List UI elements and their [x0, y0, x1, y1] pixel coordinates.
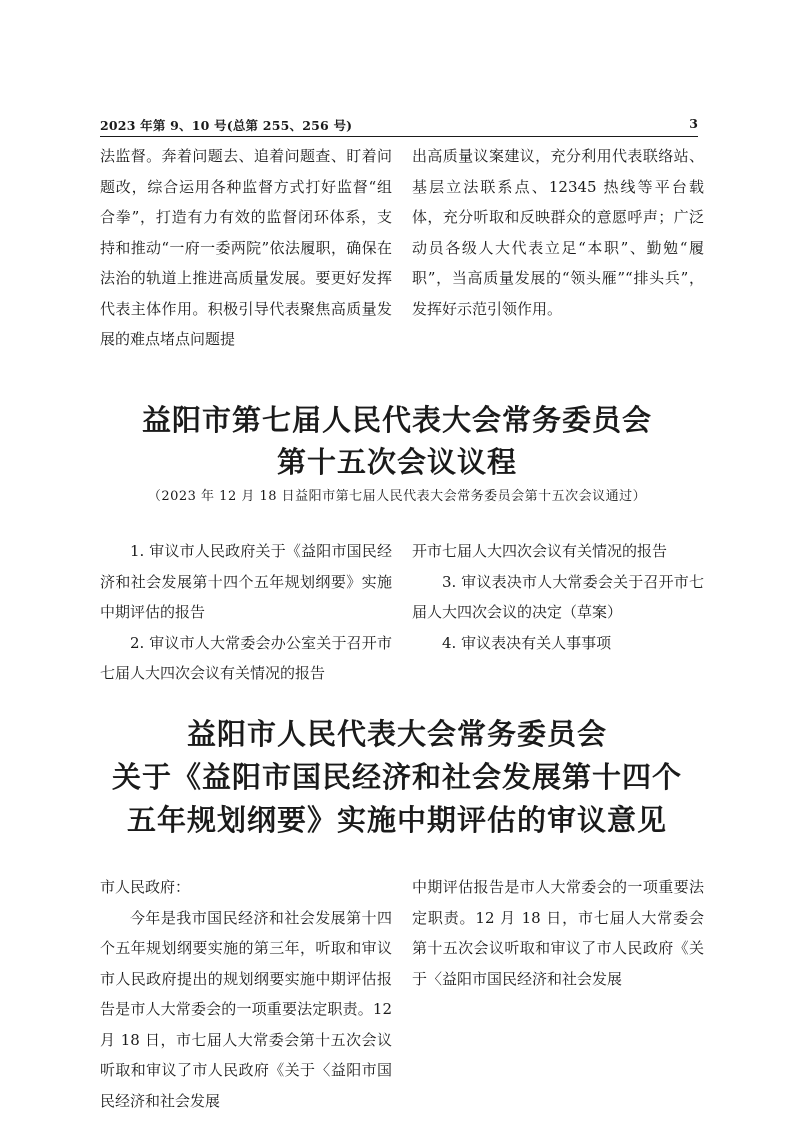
agenda-title-line1: 益阳市第七届人民代表大会常务委员会: [141, 403, 652, 437]
top-left-column: [100, 141, 392, 353]
agenda-item-2-continued: 开市七届人大四次会议有关情况的报告: [412, 542, 668, 560]
opinion-paragraph-1-continued: 中期评估报告是市人大常委会的一项重要法定职责。12 月 18 日，市七届人大常委会第十五次会议听取和审议了市人民政府《关于〈益阳市国民经济和社会发展: [412, 878, 704, 988]
agenda-item-1: 1. 审议市人民政府关于《益阳市国民经济和社会发展第十四个五年规划纲要》实施中期评估的报告: [100, 542, 392, 621]
opinion-right-column: [412, 872, 704, 994]
opinion-left-column: [100, 872, 392, 1110]
agenda-subtitle: （2023 年 12 月 18 日益阳市第七届人民代表大会常务委员会第十五次会议通过）: [147, 489, 647, 504]
top-right-column: [412, 141, 704, 321]
agenda-item-2: 2. 审议市人大常委会办公室关于召开市七届人大四次会议有关情况的报告: [100, 633, 392, 682]
running-header: [100, 114, 698, 137]
agenda-left-column: [100, 536, 392, 682]
opinion-paragraph-1: 今年是我市国民经济和社会发展第十四个五年规划纲要实施的第三年，听取和审议市人民政府提出的规划纲要实施中期评估报告是市人大常委会的一项重要法定职责。12 月 18 日，市七届人大常委会第十五次会议听取和审议了市人民政府《关于〈益阳市国民经济和社会发展: [100, 908, 392, 1110]
agenda-right-column: [412, 536, 704, 658]
agenda-item-3: 3. 审议表决市人大常委会关于召开市七届人大四次会议的决定（草案）: [412, 572, 704, 621]
salutation: 市人民政府：: [100, 878, 191, 896]
issue-number: 2023 年第 9、10 号(总第 255、256 号): [100, 118, 353, 133]
page-number: 3: [689, 116, 698, 131]
opinion-title-line1: 益阳市人民代表大会常务委员会: [186, 717, 607, 751]
opinion-title-line3: 五年规划纲要》实施中期评估的审议意见: [126, 803, 667, 837]
top-right-text: 出高质量议案建议，充分利用代表联络站、基层立法联系点、12345 热线等平台载体，充分听取和反映群众的意愿呼声；广泛动员各级人大代表立足“本职”、勤勉“履职”，当高质量发展的“领头雁”“排头兵”，发挥好示范引领作用。: [412, 147, 704, 318]
agenda-item-4: 4. 审议表决有关人事事项: [442, 633, 612, 652]
agenda-title-line2: 第十五次会议议程: [276, 445, 517, 479]
top-left-text: 法监督。奔着问题去、追着问题查、盯着问题改，综合运用各种监督方式打好监督“组合拳”，打造有力有效的监督闭环体系，支持和推动“一府一委两院”依法履职，确保在法治的轨道上推进高质量发展。要更好发挥代表主体作用。积极引导代表聚焦高质量发展的难点堵点问题提: [100, 147, 392, 348]
opinion-title-line2: 关于《益阳市国民经济和社会发展第十四个: [111, 760, 682, 794]
